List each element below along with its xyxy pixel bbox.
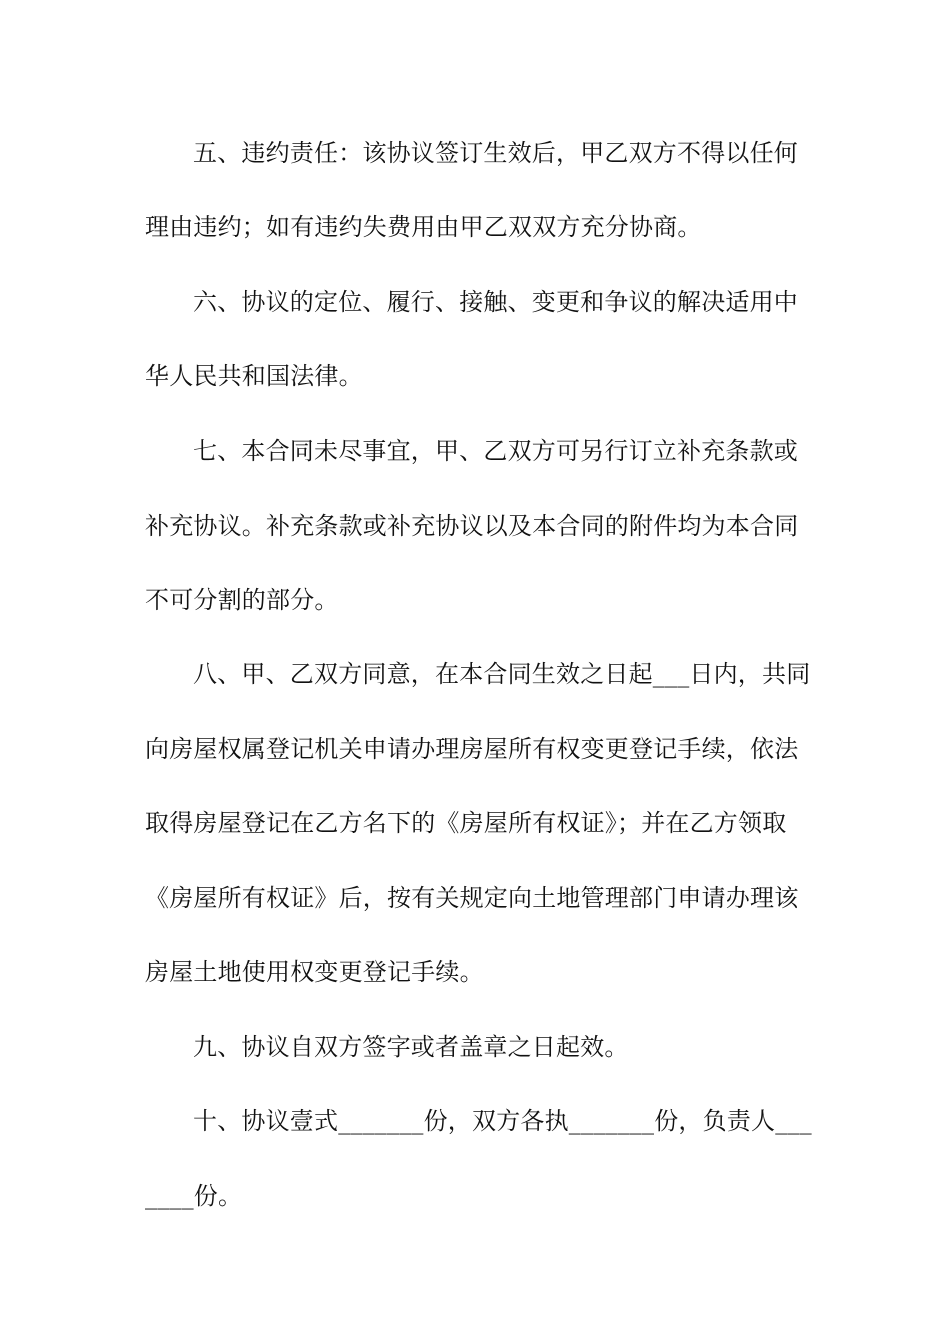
clause-9-line-1: 九、协议自双方签字或者盖章之日起效。 bbox=[193, 1033, 629, 1061]
clause-7-line-3: 不可分割的部分。 bbox=[145, 586, 339, 614]
clause-8-line-4: 《房屋所有权证》后，按有关规定向土地管理部门申请办理该 bbox=[145, 884, 799, 912]
clause-8-line-1: 八、甲、乙双方同意，在本合同生效之日起___日内，共同 bbox=[193, 660, 811, 688]
clause-10-line-1: 十、协议壹式_______份，双方各执_______份，负责人___ bbox=[193, 1107, 812, 1135]
clause-6-line-2: 华人民共和国法律。 bbox=[145, 362, 363, 390]
clause-5-line-1: 五、违约责任：该协议签订生效后，甲乙双方不得以任何 bbox=[193, 139, 798, 167]
clause-6-line-1: 六、协议的定位、履行、接触、变更和争议的解决适用中 bbox=[193, 288, 798, 316]
clause-10-line-2: ____份。 bbox=[145, 1182, 243, 1210]
clause-7-line-2: 补充协议。补充条款或补充协议以及本合同的附件均为本合同 bbox=[145, 512, 799, 540]
clause-8-line-2: 向房屋权属登记机关申请办理房屋所有权变更登记手续，依法 bbox=[145, 735, 799, 763]
clause-7-line-1: 七、本合同未尽事宜，甲、乙双方可另行订立补充条款或 bbox=[193, 437, 798, 465]
clause-5-line-2: 理由违约；如有违约失费用由甲乙双双方充分协商。 bbox=[145, 213, 702, 241]
clause-8-line-3: 取得房屋登记在乙方名下的《房屋所有权证》；并在乙方领取 bbox=[145, 809, 787, 837]
clause-8-line-5: 房屋土地使用权变更登记手续。 bbox=[145, 958, 484, 986]
